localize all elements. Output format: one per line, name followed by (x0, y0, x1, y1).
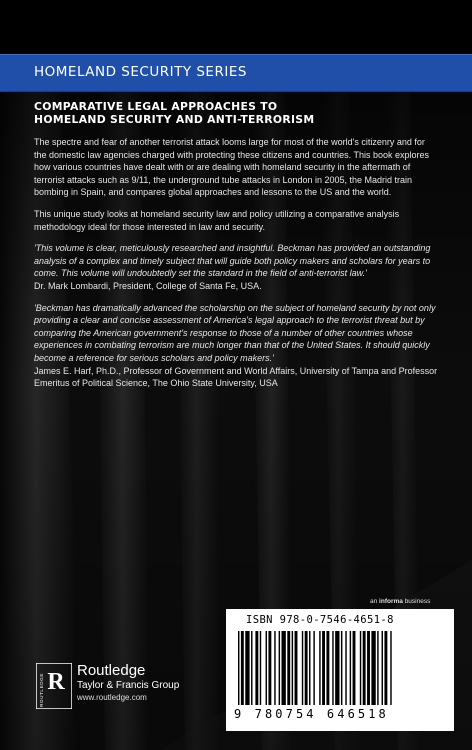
series-band (0, 54, 472, 92)
barcode-bar (350, 631, 351, 705)
barcode-bar (367, 631, 370, 705)
barcode-bar (341, 631, 342, 705)
barcode-bar (287, 631, 290, 705)
review-1 (34, 242, 439, 292)
routledge-logo-icon (36, 663, 72, 709)
barcode-digits: 9 780754 646518 (234, 707, 389, 721)
barcode-bar (384, 631, 387, 705)
review-quote: 'This volume is clear, meticulously researched and insightful. Beckman has provided an outstanding analysis of a complex and timely subject that will guide both policy makers and scholars for years to come. This volume will undoubtedly set the standard in the field of anti-terrorist law.' (34, 243, 431, 279)
blurb-paragraph-1: The spectre and fear of another terrorist attack looms large for most of the world's citizenry and for the domestic law agencies charged with protecting these citizens and countries. This book explores how various countries have dealt with or are dealing with homeland security in the aftermath of terrorist attacks such as 9/11, the underground tube attacks in London in 2005, the Madrid train bombing in Spain, and compares global approaches and lessons to the US and the world. (34, 137, 430, 198)
review-quote: 'Beckman has dramatically advanced the scholarship on the subject of homeland security by not only providing a clear and concise assessment of America's legal approach to the terrorist threat but by comparing the American government's response to those of a number of other countries whose experiences in combating terrorism are much longer than that of the United States. It should quickly become a reference for serious scholars and policy makers.' (34, 302, 436, 363)
barcode-bar (279, 631, 280, 705)
informa-brand: informa (379, 598, 403, 605)
blurb-paragraph-2: This unique study looks at homeland security law and policy utilizing a comparative analysis methodology ideal for those interested in law and security. (34, 208, 400, 232)
review-attribution: James E. Harf, Ph.D., Professor of Government and World Affairs, University of Tampa and Professor Emeritus of Political Science, The Ohio State University, USA (34, 365, 438, 389)
barcode-bar (332, 631, 333, 705)
isbn-number: ISBN 978-0-7546-4651-8 (246, 614, 394, 626)
barcode-bar (382, 631, 383, 705)
barcode-bar (282, 631, 286, 705)
barcode-bar (260, 631, 261, 705)
publisher-url: www.routledge.com (77, 693, 147, 702)
isbn-barcode (226, 609, 454, 731)
book-title (34, 100, 439, 126)
barcode-bar (292, 631, 293, 705)
barcode-bars (236, 631, 444, 707)
book-title-line-2: HOMELAND SECURITY AND ANTI-TERRORISM (34, 113, 315, 126)
publisher-name: Routledge (77, 662, 146, 679)
barcode-bar (295, 631, 298, 705)
informa-suffix: business (402, 598, 431, 605)
barcode-bar (268, 631, 271, 705)
publisher-group: Taylor & Francis Group (77, 680, 180, 691)
barcode-bar (313, 631, 314, 705)
barcode-bar (353, 631, 356, 705)
barcode-bar (251, 631, 252, 705)
logo-vertical-text: ROUTLEDGE (39, 673, 44, 707)
barcode-bar (274, 631, 275, 705)
barcode-bar (245, 631, 249, 705)
barcode-bar (266, 631, 267, 705)
barcode-bar (302, 631, 303, 705)
barcode-bar (238, 631, 239, 705)
book-title-line-1: COMPARATIVE LEGAL APPROACHES TO (34, 100, 278, 113)
publisher-block (77, 662, 179, 704)
informa-business-label (370, 598, 430, 605)
barcode-bar (377, 631, 378, 705)
barcode-bar (360, 631, 361, 705)
review-attribution: Dr. Mark Lombardi, President, College of Santa Fe, USA. (34, 280, 262, 291)
informa-prefix: an (370, 598, 380, 605)
barcode-bar (345, 631, 346, 705)
back-cover-text (34, 100, 439, 399)
series-title: HOMELAND SECURITY SERIES (34, 64, 247, 80)
barcode-bar (241, 631, 244, 705)
barcode-bar (363, 631, 366, 705)
barcode-bar (390, 631, 391, 705)
barcode-bar (319, 631, 320, 705)
logo-letter: R (47, 669, 65, 695)
barcode-bar (309, 631, 310, 705)
review-2 (34, 302, 439, 390)
top-black-margin (0, 0, 472, 54)
barcode-bar (335, 631, 339, 705)
barcode-bar (305, 631, 308, 705)
barcode-bar (326, 631, 329, 705)
barcode-bar (255, 631, 258, 705)
barcode-bar (322, 631, 325, 705)
barcode-bar (371, 631, 375, 705)
